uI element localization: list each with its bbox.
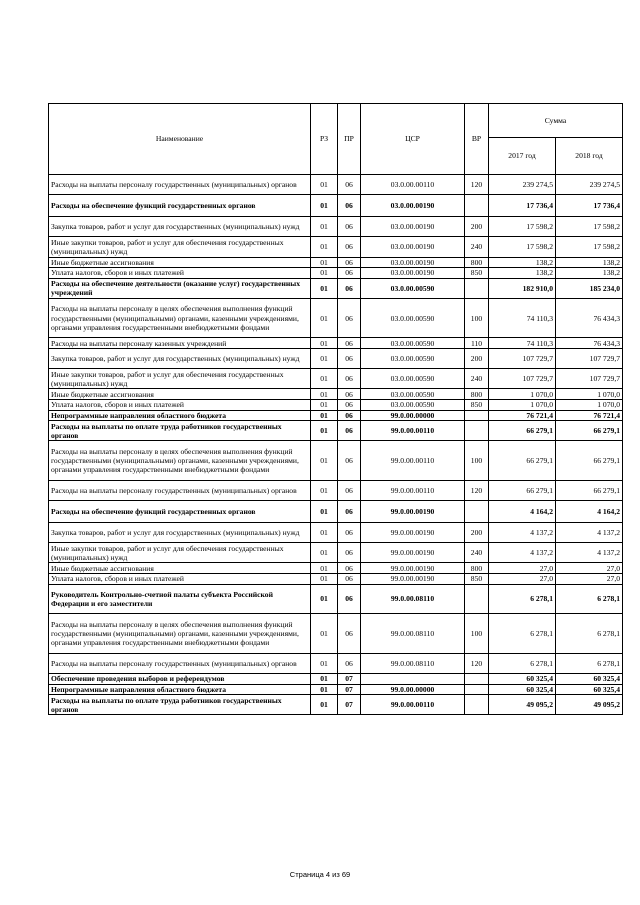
row-sum-2017: 4 137,2: [489, 523, 556, 543]
row-vr: 800: [465, 389, 489, 400]
row-csr: 03.0.00.00190: [361, 257, 465, 268]
table-row: [49, 217, 623, 237]
row-rz: 01: [311, 684, 338, 695]
table-row: [49, 278, 623, 298]
row-pr: 06: [338, 523, 361, 543]
row-rz: 01: [311, 421, 338, 441]
row-name: Расходы на выплаты по оплате труда работников государственных органов: [49, 421, 311, 441]
row-pr: 06: [338, 400, 361, 411]
row-vr: [465, 278, 489, 298]
row-csr: 03.0.00.00590: [361, 369, 465, 389]
row-vr: 100: [465, 299, 489, 338]
header-name: Наименование: [49, 104, 311, 175]
row-sum-2017: 107 729,7: [489, 349, 556, 369]
row-sum-2018: 60 325,4: [556, 674, 623, 685]
table-row: [49, 257, 623, 268]
row-csr: 99.0.00.00190: [361, 563, 465, 574]
row-pr: 06: [338, 257, 361, 268]
row-sum-2017: 27,0: [489, 574, 556, 585]
row-sum-2018: 1 070,0: [556, 400, 623, 411]
row-sum-2018: 17 598,2: [556, 217, 623, 237]
row-sum-2018: 66 279,1: [556, 480, 623, 500]
row-rz: 01: [311, 614, 338, 653]
row-vr: 120: [465, 653, 489, 673]
row-name: Иные закупки товаров, работ и услуг для обеспечения государственных (муниципальных) нужд: [49, 369, 311, 389]
row-vr: 240: [465, 369, 489, 389]
row-sum-2018: 60 325,4: [556, 684, 623, 695]
row-csr: 03.0.00.00590: [361, 389, 465, 400]
row-csr: 99.0.00.00110: [361, 480, 465, 500]
row-rz: 01: [311, 653, 338, 673]
row-csr: 99.0.00.00110: [361, 421, 465, 441]
row-sum-2017: 49 095,2: [489, 695, 556, 715]
row-sum-2017: 66 279,1: [489, 480, 556, 500]
row-csr: 03.0.00.00190: [361, 237, 465, 257]
row-name: Расходы на выплаты персоналу в целях обеспечения выполнения функций государственными (муниципальными) органами, казенными учреждениями, органами управления государственными внебюджетными фондами: [49, 614, 311, 653]
table-row: [49, 695, 623, 715]
header-pr: ПР: [338, 104, 361, 175]
row-pr: 06: [338, 195, 361, 217]
row-rz: 01: [311, 441, 338, 480]
row-name: Руководитель Контрольно-счетной палаты субъекта Российской Федерации и его заместители: [49, 584, 311, 614]
row-sum-2018: 76 434,3: [556, 299, 623, 338]
row-rz: 01: [311, 237, 338, 257]
row-sum-2017: 138,2: [489, 268, 556, 279]
row-sum-2017: 1 070,0: [489, 400, 556, 411]
row-sum-2017: 60 325,4: [489, 674, 556, 685]
row-sum-2017: 6 278,1: [489, 584, 556, 614]
row-csr: 99.0.00.00190: [361, 500, 465, 522]
row-vr: 200: [465, 217, 489, 237]
row-csr: 03.0.00.00190: [361, 195, 465, 217]
row-name: Закупка товаров, работ и услуг для государственных (муниципальных) нужд: [49, 349, 311, 369]
row-vr: [465, 584, 489, 614]
row-pr: 06: [338, 543, 361, 563]
table-row: [49, 441, 623, 480]
row-rz: 01: [311, 674, 338, 685]
row-sum-2017: 1 070,0: [489, 389, 556, 400]
row-pr: 06: [338, 563, 361, 574]
row-pr: 06: [338, 410, 361, 421]
row-sum-2017: 239 274,5: [489, 175, 556, 195]
row-name: Обеспечение проведения выборов и референдумов: [49, 674, 311, 685]
table-row: [49, 543, 623, 563]
row-csr: 03.0.00.00110: [361, 175, 465, 195]
row-name: Иные закупки товаров, работ и услуг для обеспечения государственных (муниципальных) нужд: [49, 543, 311, 563]
header-year-2017: 2017 год: [489, 138, 556, 175]
row-csr: 99.0.00.00000: [361, 684, 465, 695]
table-row: [49, 653, 623, 673]
row-pr: 06: [338, 299, 361, 338]
row-csr: 99.0.00.00190: [361, 574, 465, 585]
row-vr: 100: [465, 614, 489, 653]
row-csr: [361, 674, 465, 685]
row-pr: 06: [338, 338, 361, 349]
row-vr: 200: [465, 523, 489, 543]
row-pr: 06: [338, 653, 361, 673]
row-vr: 800: [465, 563, 489, 574]
row-sum-2017: 74 110,3: [489, 338, 556, 349]
header-vr: ВР: [465, 104, 489, 175]
row-name: Расходы на выплаты персоналу в целях обеспечения выполнения функций государственными (муниципальными) органами, казенными учреждениями, органами управления государственными внебюджетными фондами: [49, 299, 311, 338]
header-sum: Сумма: [489, 104, 623, 138]
row-sum-2017: 66 279,1: [489, 421, 556, 441]
row-pr: 06: [338, 421, 361, 441]
row-rz: 01: [311, 543, 338, 563]
table-row: [49, 369, 623, 389]
header-rz: РЗ: [311, 104, 338, 175]
row-vr: 850: [465, 400, 489, 411]
row-name: Иные закупки товаров, работ и услуг для обеспечения государственных (муниципальных) нужд: [49, 237, 311, 257]
header-csr: ЦСР: [361, 104, 465, 175]
table-row: [49, 400, 623, 411]
table-row: [49, 574, 623, 585]
row-sum-2017: 6 278,1: [489, 614, 556, 653]
row-name: Расходы на выплаты персоналу в целях обеспечения выполнения функций государственными (муниципальными) органами, казенными учреждениями, органами управления государственными внебюджетными фондами: [49, 441, 311, 480]
table-row: [49, 195, 623, 217]
row-vr: 100: [465, 441, 489, 480]
budget-table: [48, 103, 623, 715]
row-pr: 07: [338, 674, 361, 685]
row-sum-2018: 27,0: [556, 563, 623, 574]
row-sum-2018: 76 721,4: [556, 410, 623, 421]
row-sum-2018: 239 274,5: [556, 175, 623, 195]
row-vr: [465, 421, 489, 441]
row-sum-2018: 49 095,2: [556, 695, 623, 715]
row-rz: 01: [311, 257, 338, 268]
row-rz: 01: [311, 523, 338, 543]
row-csr: 03.0.00.00590: [361, 338, 465, 349]
row-sum-2017: 17 598,2: [489, 217, 556, 237]
table-row: [49, 500, 623, 522]
table-row: [49, 389, 623, 400]
row-name: Расходы на выплаты персоналу государственных (муниципальных) органов: [49, 480, 311, 500]
row-name: Уплата налогов, сборов и иных платежей: [49, 268, 311, 279]
row-csr: 03.0.00.00590: [361, 349, 465, 369]
row-name: Расходы на выплаты персоналу казенных учреждений: [49, 338, 311, 349]
row-rz: 01: [311, 217, 338, 237]
row-rz: 01: [311, 299, 338, 338]
table-row: [49, 338, 623, 349]
row-sum-2017: 27,0: [489, 563, 556, 574]
table-row: [49, 237, 623, 257]
row-name: Уплата налогов, сборов и иных платежей: [49, 400, 311, 411]
table-row: [49, 674, 623, 685]
row-csr: 03.0.00.00590: [361, 278, 465, 298]
row-name: Расходы на выплаты персоналу государственных (муниципальных) органов: [49, 175, 311, 195]
row-sum-2018: 138,2: [556, 268, 623, 279]
table-row: [49, 299, 623, 338]
row-rz: 01: [311, 500, 338, 522]
row-rz: 01: [311, 695, 338, 715]
row-rz: 01: [311, 480, 338, 500]
page-number: Страница 4 из 69: [289, 870, 351, 879]
row-csr: 99.0.00.08110: [361, 584, 465, 614]
row-pr: 06: [338, 217, 361, 237]
row-csr: 03.0.00.00190: [361, 217, 465, 237]
row-rz: 01: [311, 574, 338, 585]
row-csr: 03.0.00.00190: [361, 268, 465, 279]
row-pr: 06: [338, 369, 361, 389]
row-pr: 06: [338, 584, 361, 614]
row-csr: 03.0.00.00590: [361, 400, 465, 411]
row-sum-2017: 66 279,1: [489, 441, 556, 480]
row-pr: 06: [338, 268, 361, 279]
row-csr: 99.0.00.08110: [361, 653, 465, 673]
table-row: [49, 480, 623, 500]
row-sum-2018: 66 279,1: [556, 441, 623, 480]
row-csr: 99.0.00.00110: [361, 695, 465, 715]
row-pr: 07: [338, 684, 361, 695]
row-pr: 06: [338, 389, 361, 400]
table-row: [49, 684, 623, 695]
row-name: Непрограммные направления областного бюджета: [49, 410, 311, 421]
table-row: [49, 614, 623, 653]
row-rz: 01: [311, 400, 338, 411]
row-vr: [465, 500, 489, 522]
row-vr: 850: [465, 268, 489, 279]
table-row: [49, 421, 623, 441]
row-vr: [465, 410, 489, 421]
row-sum-2018: 185 234,0: [556, 278, 623, 298]
row-name: Расходы на обеспечение функций государственных органов: [49, 195, 311, 217]
row-vr: 240: [465, 237, 489, 257]
row-name: Иные бюджетные ассигнования: [49, 563, 311, 574]
table-row: [49, 410, 623, 421]
row-rz: 01: [311, 268, 338, 279]
row-sum-2018: 4 137,2: [556, 523, 623, 543]
table-row: [49, 584, 623, 614]
row-vr: 850: [465, 574, 489, 585]
row-sum-2018: 27,0: [556, 574, 623, 585]
row-rz: 01: [311, 584, 338, 614]
row-sum-2017: 138,2: [489, 257, 556, 268]
row-vr: 120: [465, 480, 489, 500]
row-sum-2018: 6 278,1: [556, 584, 623, 614]
row-sum-2017: 4 164,2: [489, 500, 556, 522]
row-sum-2017: 182 910,0: [489, 278, 556, 298]
row-rz: 01: [311, 563, 338, 574]
row-sum-2017: 107 729,7: [489, 369, 556, 389]
row-vr: 800: [465, 257, 489, 268]
table-row: [49, 563, 623, 574]
table-row: [49, 349, 623, 369]
row-pr: 06: [338, 614, 361, 653]
row-vr: [465, 684, 489, 695]
row-pr: 06: [338, 574, 361, 585]
row-sum-2018: 66 279,1: [556, 421, 623, 441]
row-sum-2017: 4 137,2: [489, 543, 556, 563]
row-name: Расходы на выплаты по оплате труда работников государственных органов: [49, 695, 311, 715]
table-row: [49, 268, 623, 279]
row-name: Закупка товаров, работ и услуг для государственных (муниципальных) нужд: [49, 217, 311, 237]
table-row: [49, 175, 623, 195]
row-vr: [465, 695, 489, 715]
row-sum-2018: 76 434,3: [556, 338, 623, 349]
row-vr: 240: [465, 543, 489, 563]
row-sum-2018: 6 278,1: [556, 614, 623, 653]
row-rz: 01: [311, 389, 338, 400]
row-sum-2017: 17 598,2: [489, 237, 556, 257]
row-csr: 99.0.00.00110: [361, 441, 465, 480]
row-vr: 120: [465, 175, 489, 195]
row-pr: 06: [338, 500, 361, 522]
row-sum-2018: 17 598,2: [556, 237, 623, 257]
row-sum-2017: 6 278,1: [489, 653, 556, 673]
row-rz: 01: [311, 410, 338, 421]
row-csr: 99.0.00.00190: [361, 543, 465, 563]
row-sum-2018: 4 164,2: [556, 500, 623, 522]
row-pr: 06: [338, 278, 361, 298]
row-pr: 07: [338, 695, 361, 715]
row-sum-2018: 107 729,7: [556, 369, 623, 389]
row-sum-2017: 17 736,4: [489, 195, 556, 217]
row-sum-2018: 138,2: [556, 257, 623, 268]
row-sum-2017: 76 721,4: [489, 410, 556, 421]
row-sum-2018: 4 137,2: [556, 543, 623, 563]
row-name: Расходы на обеспечение функций государственных органов: [49, 500, 311, 522]
row-pr: 06: [338, 480, 361, 500]
row-pr: 06: [338, 175, 361, 195]
row-sum-2018: 17 736,4: [556, 195, 623, 217]
row-pr: 06: [338, 441, 361, 480]
row-vr: [465, 195, 489, 217]
row-rz: 01: [311, 195, 338, 217]
row-csr: 99.0.00.08110: [361, 614, 465, 653]
row-rz: 01: [311, 175, 338, 195]
row-vr: 200: [465, 349, 489, 369]
row-name: Иные бюджетные ассигнования: [49, 257, 311, 268]
row-sum-2018: 6 278,1: [556, 653, 623, 673]
row-csr: 03.0.00.00590: [361, 299, 465, 338]
row-csr: 99.0.00.00190: [361, 523, 465, 543]
row-name: Иные бюджетные ассигнования: [49, 389, 311, 400]
row-name: Расходы на обеспечение деятельности (оказание услуг) государственных учреждений: [49, 278, 311, 298]
row-name: Уплата налогов, сборов и иных платежей: [49, 574, 311, 585]
table-row: [49, 523, 623, 543]
row-vr: [465, 674, 489, 685]
row-sum-2018: 1 070,0: [556, 389, 623, 400]
row-name: Непрограммные направления областного бюджета: [49, 684, 311, 695]
row-vr: 110: [465, 338, 489, 349]
row-csr: 99.0.00.00000: [361, 410, 465, 421]
row-rz: 01: [311, 369, 338, 389]
row-rz: 01: [311, 338, 338, 349]
table-body: [49, 175, 623, 715]
row-name: Закупка товаров, работ и услуг для государственных (муниципальных) нужд: [49, 523, 311, 543]
row-pr: 06: [338, 237, 361, 257]
row-sum-2017: 60 325,4: [489, 684, 556, 695]
row-pr: 06: [338, 349, 361, 369]
row-name: Расходы на выплаты персоналу государственных (муниципальных) органов: [49, 653, 311, 673]
row-rz: 01: [311, 278, 338, 298]
row-rz: 01: [311, 349, 338, 369]
table-header: [49, 104, 623, 175]
row-sum-2018: 107 729,7: [556, 349, 623, 369]
row-sum-2017: 74 110,3: [489, 299, 556, 338]
header-year-2018: 2018 год: [556, 138, 623, 175]
